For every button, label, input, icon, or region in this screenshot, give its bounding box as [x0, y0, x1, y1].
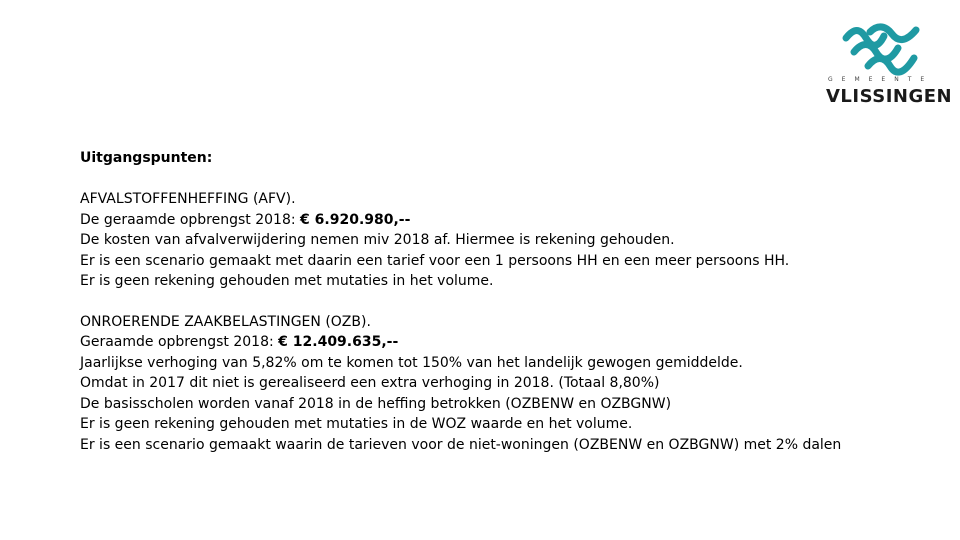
afv-section	[80, 189, 940, 292]
afv-revenue	[80, 210, 940, 231]
ozb-title: ONROERENDE ZAAKBELASTINGEN (OZB).	[80, 313, 371, 330]
ozb-line: Jaarlijkse verhoging van 5,82% om te komen tot 150% van het landelijk gewogen gemiddelde.	[80, 354, 743, 371]
ozb-revenue-label: Geraamde opbrengst 2018:	[80, 334, 279, 350]
ozb-line: Er is een scenario gemaakt waarin de tarieven voor de niet-woningen (OZBENW en OZBGNW) met 2% dalen	[80, 436, 842, 453]
afv-title: AFVALSTOFFENHEFFING (AFV).	[80, 191, 296, 207]
afv-line: Er is een scenario gemaakt met daarin een tarief voor een 1 persoons HH en een meer persoons HH.	[80, 252, 790, 269]
waves-logo-icon	[840, 22, 922, 78]
ozb-line: De basisscholen worden vanaf 2018 in de heffing betrokken (OZBENW en OZBGNW)	[80, 395, 672, 412]
afv-line: De kosten van afvalverwijdering nemen miv 2018 af. Hiermee is rekening gehouden.	[80, 232, 675, 248]
ozb-section	[80, 312, 940, 456]
afv-revenue-value: € 6.920.980,--	[300, 211, 411, 228]
ozb-line: Er is geen rekening gehouden met mutaties in de WOZ waarde en het volume.	[80, 416, 633, 432]
ozb-revenue-value: € 12.409.635,--	[278, 334, 399, 350]
slide-content	[80, 148, 940, 455]
gemeente-vlissingen-logo	[818, 18, 953, 114]
afv-revenue-label: De geraamde opbrengst 2018:	[80, 211, 301, 228]
logo-name: VLISSINGEN	[826, 86, 953, 107]
ozb-line: Omdat in 2017 dit niet is gerealiseerd een extra verhoging in 2018. (Totaal 8,80%)	[80, 375, 660, 391]
section-heading: Uitgangspunten:	[80, 150, 213, 166]
logo-subtitle: GEMEENTE	[828, 76, 934, 83]
afv-line: Er is geen rekening gehouden met mutaties in het volume.	[80, 273, 494, 289]
ozb-revenue	[80, 332, 940, 353]
